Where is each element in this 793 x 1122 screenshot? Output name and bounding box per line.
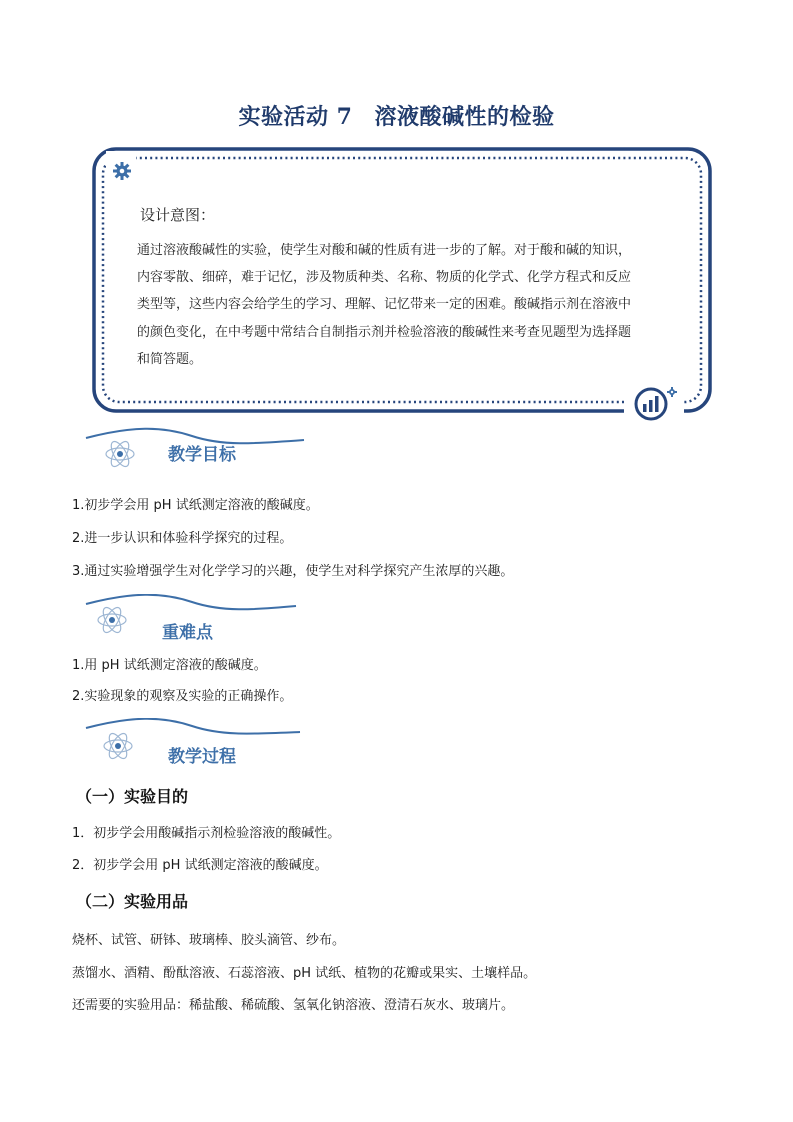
page-title [0,100,793,131]
section-title-process: 教学过程 [168,747,236,767]
materials-item: 蒸馏水、酒精、酚酞溶液、石蕊溶液、pH 试纸、植物的花瓣或果实、土壤样品。 [72,966,537,981]
atom-icon [106,439,134,469]
process-heading-materials: （二）实验用品 [76,892,189,911]
title-sub: 溶液酸碱性的检验 [374,104,555,130]
materials-item: 烧杯、试管、研钵、玻璃棒、胶头滴管、纱布。 [72,933,346,948]
title-main: 实验活动 7 [238,104,353,130]
process-heading-purpose: （一）实验目的 [76,787,189,806]
intent-heading: 设计意图： [140,206,216,224]
goal-item: 2.进一步认识和体验科学探究的过程。 [72,531,293,546]
section-banner-keypoints [82,594,312,644]
intent-paragraph [137,237,677,373]
keypoint-item: 1.用 pH 试纸测定溶液的酸碱度。 [72,658,267,673]
purpose-item: 2．初步学会用 pH 试纸测定溶液的酸碱度。 [72,858,328,873]
atom-icon [104,731,132,761]
goal-item: 3.通过实验增强学生对化学学习的兴趣，使学生对科学探究产生浓厚的兴趣。 [72,564,514,579]
materials-item: 还需要的实验用品：稀盐酸、稀硫酸、氢氧化钠溶液、澄清石灰水、玻璃片。 [72,998,515,1013]
gear-icon [112,161,132,181]
intent-line: 通过溶液酸碱性的实验，使学生对酸和碱的性质有进一步的了解。对于酸和碱的知识， [137,243,632,258]
intent-line: 类型等，这些内容会给学生的学习、理解、记忆带来一定的困难。酸碱指示剂在溶液中 [137,297,632,313]
bar-chart-icon [634,387,684,425]
section-title-goals: 教学目标 [168,445,236,465]
section-banner-goals [82,424,312,474]
intent-line: 和简答题。 [137,351,203,367]
section-banner-process [82,718,312,768]
section-title-keypoints: 重难点 [162,623,213,643]
atom-icon [98,605,126,635]
keypoint-item: 2.实验现象的观察及实验的正确操作。 [72,689,293,704]
intent-line: 内容零散、细碎，难于记忆，涉及物质种类、名称、物质的化学式、化学方程式和反应 [137,270,632,286]
purpose-item: 1．初步学会用酸碱指示剂检验溶液的酸碱性。 [72,826,341,841]
intent-line: 的颜色变化，在中考题中常结合自制指示剂并检验溶液的酸碱性来考查见题型为选择题 [137,324,632,340]
goal-item: 1.初步学会用 pH 试纸测定溶液的酸碱度。 [72,498,319,513]
